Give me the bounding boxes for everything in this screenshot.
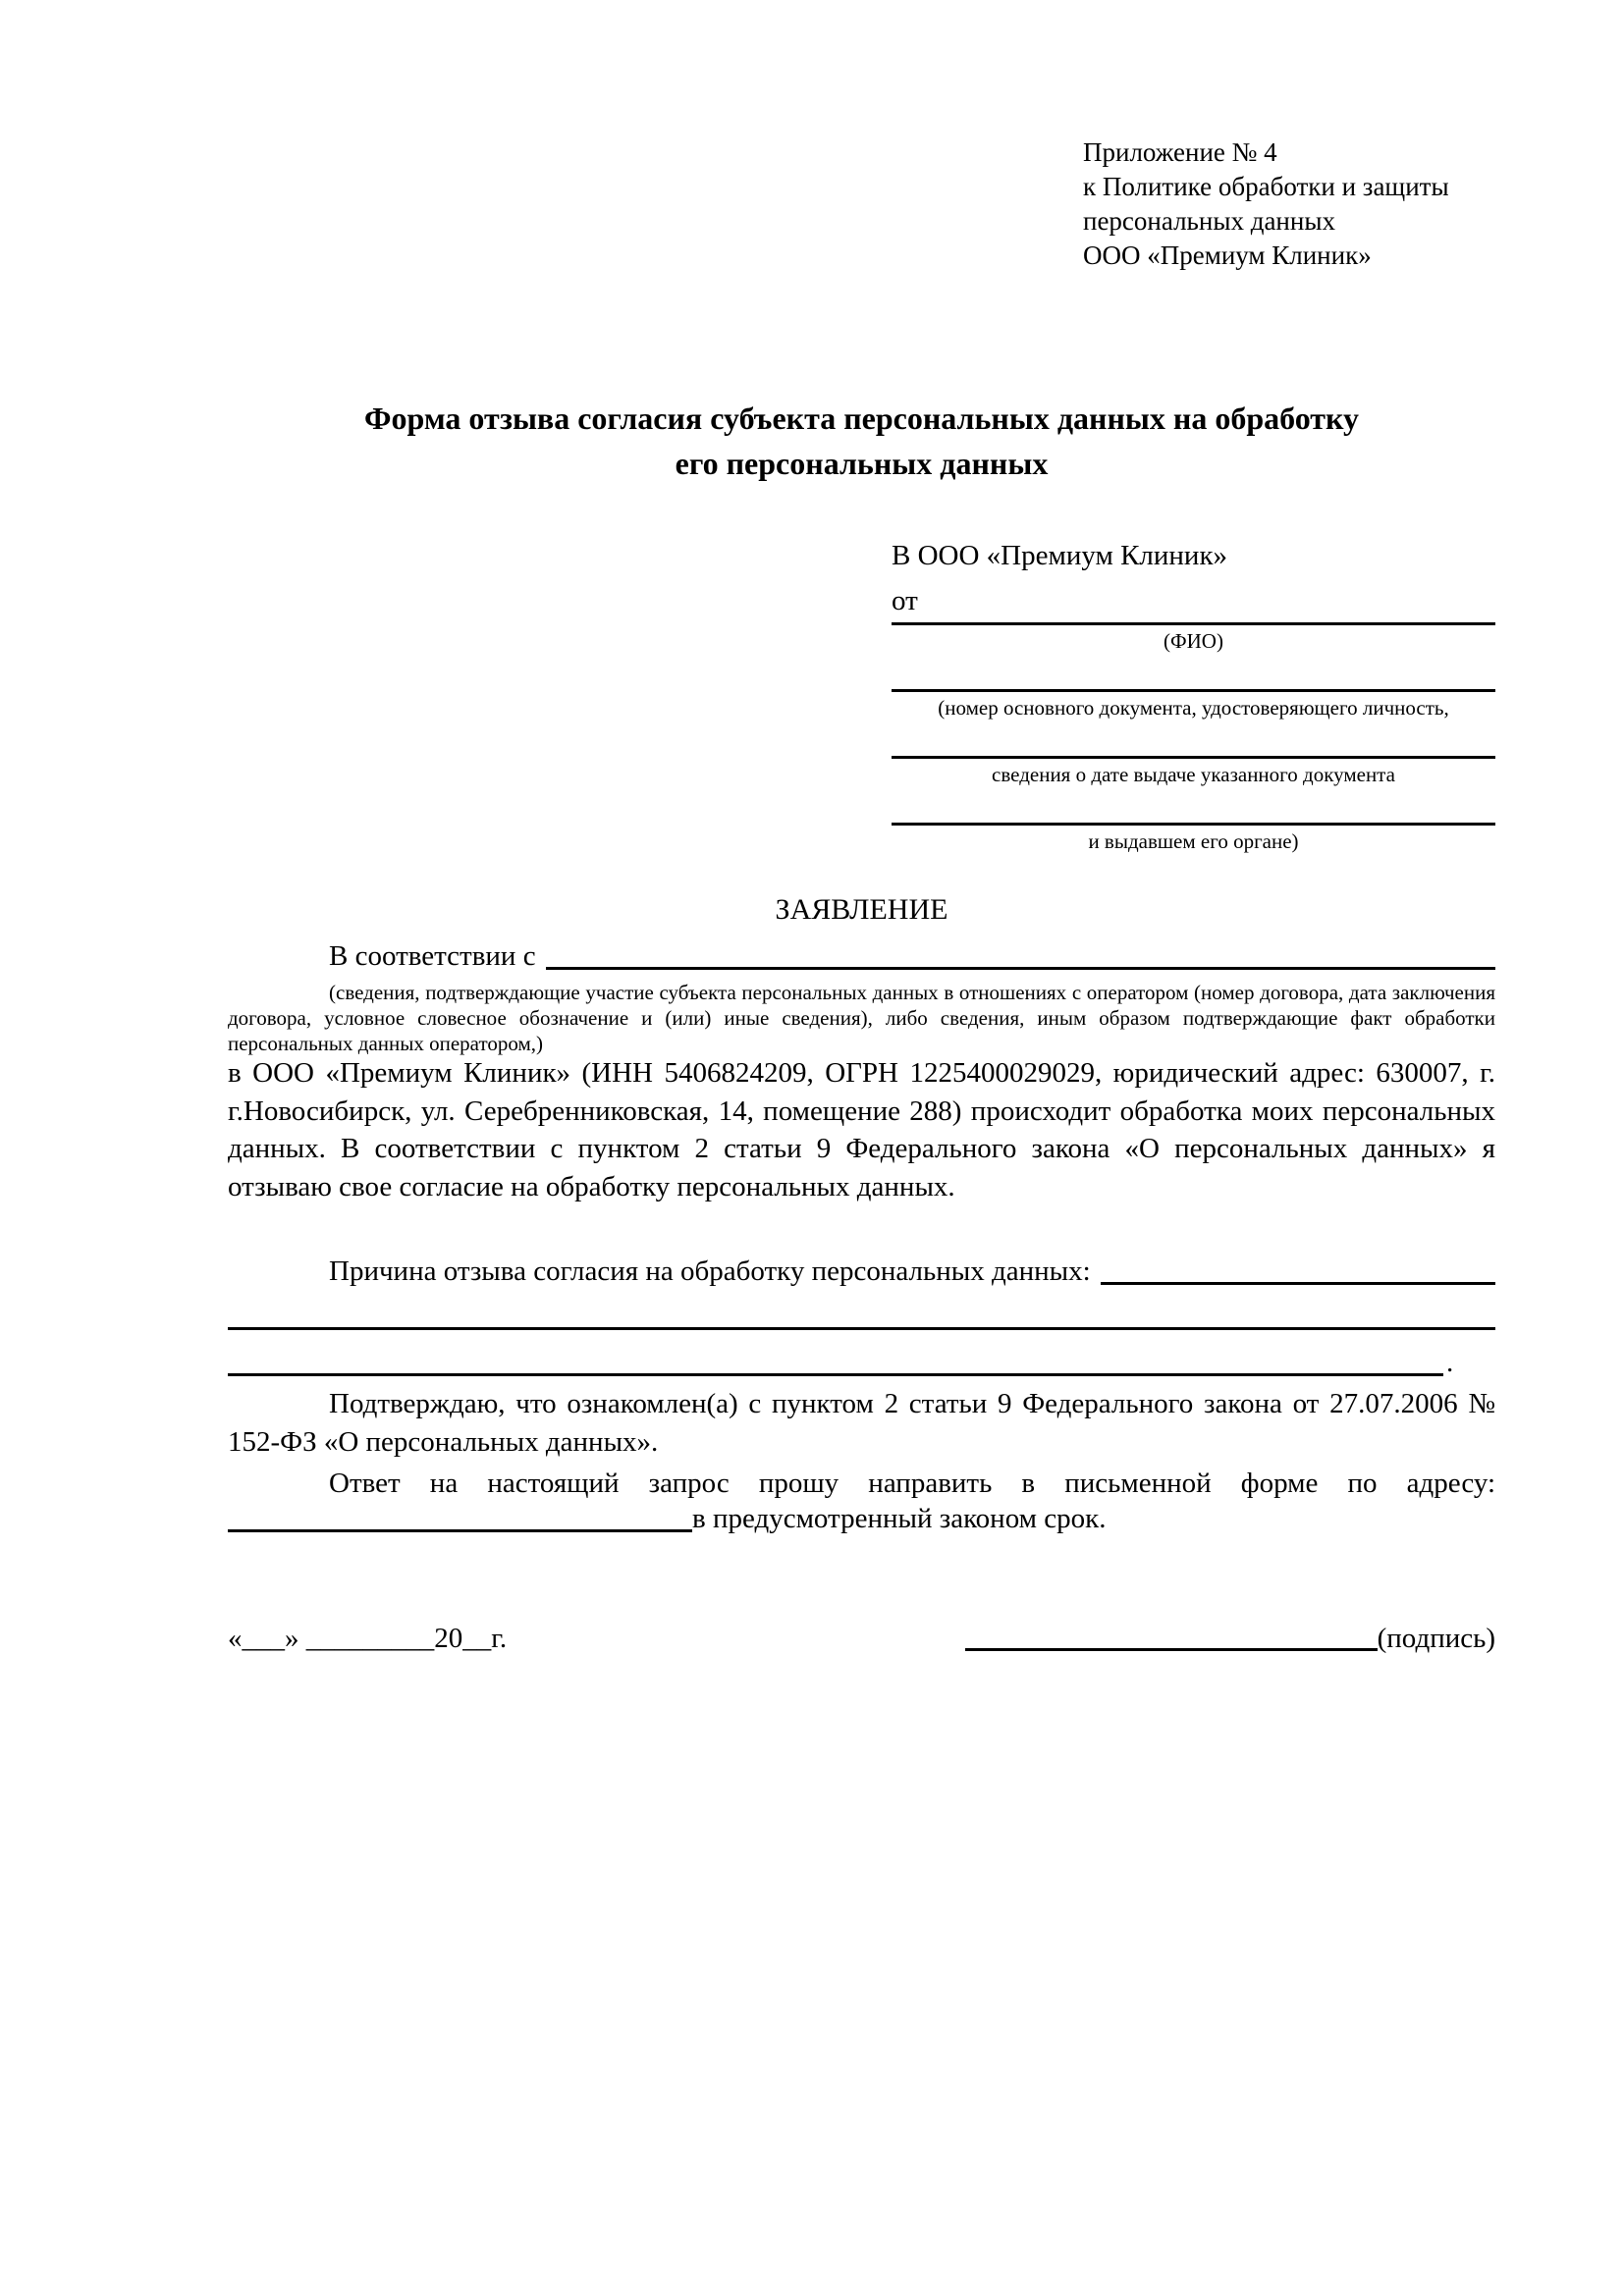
statement-body: в ООО «Премиум Клиник» (ИНН 5406824209, ОГРН 1225400029029, юридический адрес: 630007, г. г.Новосибирск, ул. Серебренниковская, 14, помещение 288) происходит обработка моих персональных данных. В соответствии с пунктом 2 статьи 9 Федерального закона «О персональных данных» я отзываю свое согласие на обработку персональных данных. <box>228 1057 1495 1202</box>
form-field-row <box>892 823 1495 889</box>
reason-field-line-1[interactable] <box>228 1327 1495 1330</box>
confirmation-paragraph: Подтверждаю, что ознакомлен(а) с пунктом 2 статьи 9 Федерального закона от 27.07.2006 № 152-ФЗ «О персональных данных». <box>228 1388 1495 1458</box>
form-field-row <box>892 622 1495 689</box>
addressee-fields <box>892 622 1495 889</box>
reply-request-line2 <box>228 1500 1495 1537</box>
signature-field-line[interactable] <box>965 1648 1378 1651</box>
addressee-block <box>892 538 1495 889</box>
reason-field-line-inline[interactable] <box>1101 1282 1495 1285</box>
reason-line <box>228 1253 1495 1290</box>
appendix-header-line: Приложение № 4 <box>1083 137 1277 167</box>
appendix-header-line: к Политике обработки и защиты <box>1083 172 1449 201</box>
issuing-authority-field-line[interactable] <box>892 823 1495 826</box>
document-title-line1: Форма отзыва согласия субъекта персональных данных на обработку <box>364 400 1359 436</box>
issuing-authority-field-caption: и выдавшем его органе) <box>1088 829 1299 853</box>
reason-terminator: . <box>1446 1347 1454 1378</box>
reason-prefix: Причина отзыва согласия на обработку персональных данных: <box>329 1255 1091 1287</box>
signature-caption: (подпись) <box>1377 1623 1495 1654</box>
reply-request-suffix: в предусмотренный законом срок. <box>692 1503 1107 1534</box>
id-document-field-caption: (номер основного документа, удостоверяющего личность, <box>938 696 1449 720</box>
id-document-field-line[interactable] <box>892 689 1495 692</box>
fio-field-caption: (ФИО) <box>1164 629 1223 653</box>
appendix-header-line: ООО «Премиум Клиник» <box>1083 240 1372 270</box>
appendix-header-line: персональных данных <box>1083 206 1335 236</box>
signature-group <box>965 1620 1495 1657</box>
fio-field-line[interactable] <box>892 622 1495 625</box>
basis-field-line[interactable] <box>546 967 1495 970</box>
intro-prefix: В соответствии с <box>329 940 536 972</box>
issue-date-field-line[interactable] <box>892 756 1495 759</box>
document-title <box>228 396 1495 486</box>
intro-line <box>228 937 1495 975</box>
form-field-row <box>892 756 1495 823</box>
address-field-line[interactable] <box>228 1529 692 1532</box>
reply-request-line1: Ответ на настоящий запрос прошу направить в письменной форме по адресу: <box>329 1468 1495 1499</box>
form-field-row <box>892 689 1495 756</box>
addressee-from-label: от <box>892 585 918 616</box>
date-placeholder[interactable]: «___» _________20__г. <box>228 1623 508 1654</box>
statement-heading: ЗАЯВЛЕНИЕ <box>775 893 948 926</box>
addressee-to: В ООО «Премиум Клиник» <box>892 540 1228 571</box>
reason-field-line-2[interactable] <box>228 1373 1443 1376</box>
reason-field-line-2-row <box>228 1349 1495 1377</box>
document-title-line2: его персональных данных <box>675 446 1049 481</box>
appendix-header <box>1083 135 1505 273</box>
explanatory-note: (сведения, подтверждающие участие субъекта персональных данных в отношениях с оператором (номер договора, дата заключения договора, условное словесное обозначение и (или) иные сведения), либо сведения, иным образом подтверждающие факт обработки персональных данных оператором,) <box>228 981 1495 1055</box>
issue-date-field-caption: сведения о дате выдаче указанного документа <box>992 763 1395 786</box>
date-signature-row <box>228 1620 1495 1657</box>
